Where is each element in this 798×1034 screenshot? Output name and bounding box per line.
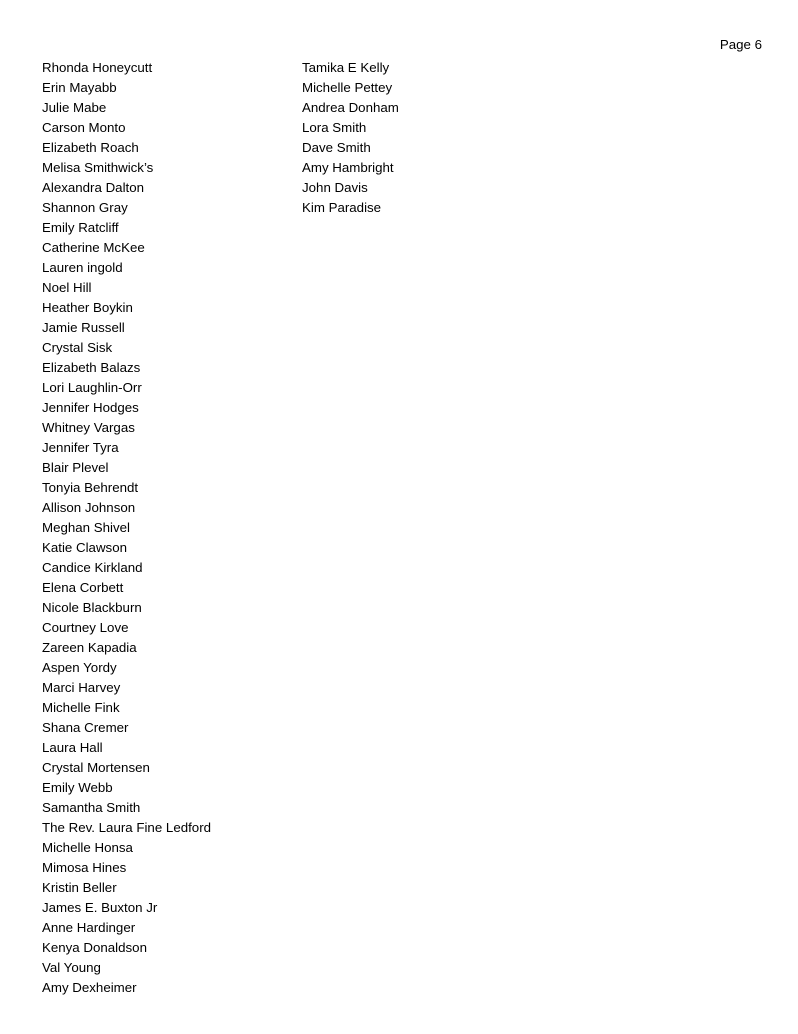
- name-line: Emily Ratcliff: [42, 220, 119, 235]
- name-line: James E. Buxton Jr: [42, 900, 158, 915]
- name-line: Julie Mabe: [42, 100, 107, 115]
- name-line: Samantha Smith: [42, 800, 141, 815]
- name-line: Michelle Honsa: [42, 840, 133, 855]
- name-line: Amy Dexheimer: [42, 980, 137, 995]
- name-line: Crystal Sisk: [42, 340, 113, 355]
- name-line: Elena Corbett: [42, 580, 124, 595]
- name-line: Blair Plevel: [42, 460, 109, 475]
- name-column-left: [42, 58, 211, 998]
- page-number-label: Page 6: [719, 37, 762, 52]
- name-line: Candice Kirkland: [42, 560, 143, 575]
- name-line: Michelle Fink: [42, 700, 120, 715]
- name-line: Shannon Gray: [42, 200, 128, 215]
- name-line: Jennifer Hodges: [42, 400, 139, 415]
- name-line: Crystal Mortensen: [42, 760, 150, 775]
- name-line: Amy Hambright: [302, 160, 394, 175]
- name-line: Meghan Shivel: [42, 520, 130, 535]
- name-line: John Davis: [302, 180, 368, 195]
- name-line: Marci Harvey: [42, 680, 121, 695]
- name-line: Andrea Donham: [302, 100, 399, 115]
- name-line: Katie Clawson: [42, 540, 127, 555]
- name-line: Carson Monto: [42, 120, 126, 135]
- name-line: Noel Hill: [42, 280, 92, 295]
- name-line: Tonyia Behrendt: [42, 480, 139, 495]
- name-line: Lauren ingold: [42, 260, 123, 275]
- name-line: Emily Webb: [42, 780, 113, 795]
- name-line: Melisa Smithwick’s: [42, 160, 154, 175]
- name-line: Nicole Blackburn: [42, 600, 142, 615]
- name-line: Elizabeth Balazs: [42, 360, 141, 375]
- name-line: Jamie Russell: [42, 320, 125, 335]
- name-line: Kenya Donaldson: [42, 940, 147, 955]
- name-line: Shana Cremer: [42, 720, 129, 735]
- name-line: Lora Smith: [302, 120, 367, 135]
- name-line: Mimosa Hines: [42, 860, 127, 875]
- name-line: Kristin Beller: [42, 880, 117, 895]
- name-line: Whitney Vargas: [42, 420, 135, 435]
- name-line: Anne Hardinger: [42, 920, 136, 935]
- name-line: Kim Paradise: [302, 200, 382, 215]
- name-line: Lori Laughlin-Orr: [42, 380, 142, 395]
- name-column-right: [302, 58, 399, 218]
- name-line: Dave Smith: [302, 140, 371, 155]
- name-line: Erin Mayabb: [42, 80, 117, 95]
- name-line: Allison Johnson: [42, 500, 136, 515]
- name-line: Jennifer Tyra: [42, 440, 119, 455]
- name-line: Alexandra Dalton: [42, 180, 145, 195]
- name-line: Laura Hall: [42, 740, 103, 755]
- name-line: Michelle Pettey: [302, 80, 393, 95]
- name-line: Val Young: [42, 960, 101, 975]
- name-line: Courtney Love: [42, 620, 129, 635]
- name-line: Heather Boykin: [42, 300, 133, 315]
- name-line: Elizabeth Roach: [42, 140, 139, 155]
- name-line: Aspen Yordy: [42, 660, 117, 675]
- name-line: Zareen Kapadia: [42, 640, 137, 655]
- name-line: The Rev. Laura Fine Ledford: [42, 820, 212, 835]
- name-line: Rhonda Honeycutt: [42, 60, 153, 75]
- name-line: Catherine McKee: [42, 240, 145, 255]
- name-line: Tamika E Kelly: [302, 60, 390, 75]
